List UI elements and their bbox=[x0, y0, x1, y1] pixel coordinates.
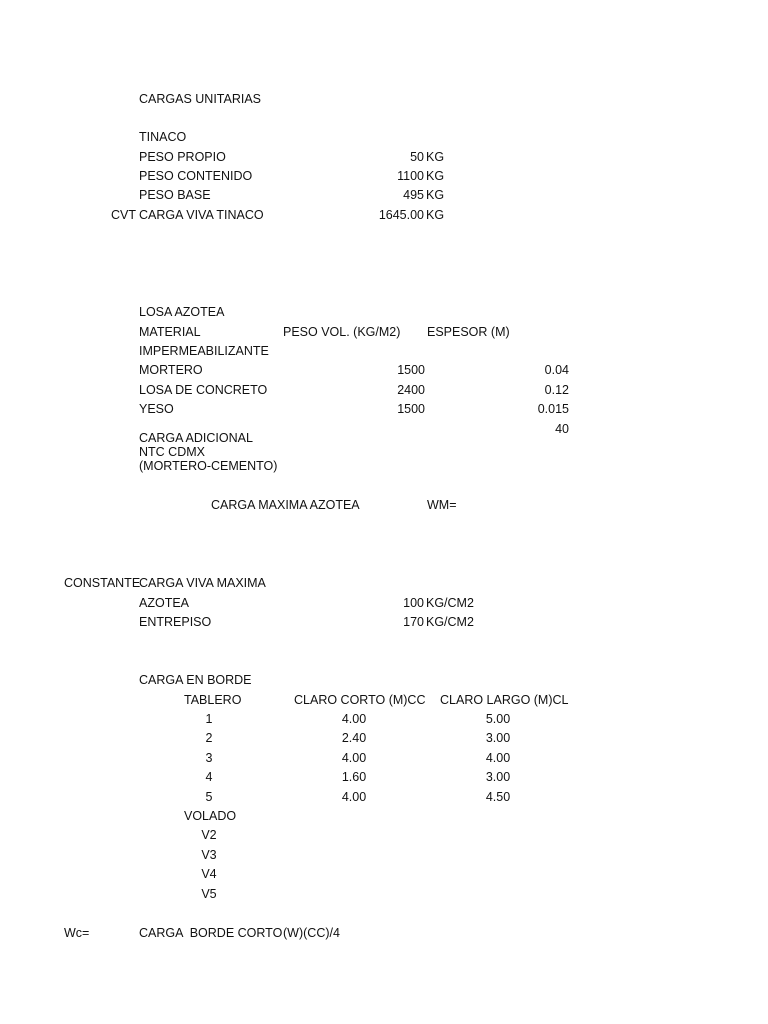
tinaco-label: TINACO bbox=[139, 130, 187, 144]
peso-base-label: PESO BASE bbox=[139, 188, 211, 202]
cvt-prefix: CVT bbox=[111, 208, 136, 222]
yeso-peso-vol: 1500 bbox=[397, 402, 425, 416]
volado-item: V3 bbox=[201, 848, 217, 862]
impermeabilizante-label: IMPERMEABILIZANTE bbox=[139, 344, 269, 358]
losa-concreto-espesor: 0.12 bbox=[544, 383, 569, 397]
volado-item: V2 bbox=[201, 828, 217, 842]
tablero-cell: 2 bbox=[205, 731, 213, 745]
espesor-header: ESPESOR (M) bbox=[427, 325, 510, 339]
peso-contenido-label: PESO CONTENIDO bbox=[139, 169, 253, 183]
volado-item: V4 bbox=[201, 867, 217, 881]
carga-adicional-label: CARGA ADICIONAL NTC CDMX (MORTERO-CEMENTO) bbox=[139, 431, 278, 473]
claro-corto-cell: 4.00 bbox=[341, 712, 367, 726]
carga-en-borde-title: CARGA EN BORDE bbox=[139, 673, 252, 687]
azotea-label: AZOTEA bbox=[139, 596, 190, 610]
entrepiso-label: ENTREPISO bbox=[139, 615, 212, 629]
carga-viva-tinaco-label: CARGA VIVA TINACO bbox=[139, 208, 264, 222]
tablero-cell: 3 bbox=[205, 751, 213, 765]
losa-azotea-title: LOSA AZOTEA bbox=[139, 305, 225, 319]
material-header: MATERIAL bbox=[139, 325, 201, 339]
losa-concreto-label: LOSA DE CONCRETO bbox=[139, 383, 268, 397]
claro-largo-cell: 4.50 bbox=[485, 790, 511, 804]
tablero-header: TABLERO bbox=[184, 693, 242, 707]
volado-label: VOLADO bbox=[184, 809, 237, 823]
carga-viva-maxima-title: CARGA VIVA MAXIMA bbox=[139, 576, 266, 590]
carga-borde-corto-label: CARGA BORDE CORTO bbox=[139, 926, 283, 940]
claro-largo-cell: 5.00 bbox=[485, 712, 511, 726]
constante-prefix: CONSTANTE bbox=[64, 576, 141, 590]
claro-corto-cell: 1.60 bbox=[341, 770, 367, 784]
claro-largo-cell: 3.00 bbox=[485, 731, 511, 745]
yeso-espesor: 0.015 bbox=[537, 402, 569, 416]
wm-symbol: WM= bbox=[427, 498, 457, 512]
peso-propio-value: 50 bbox=[410, 150, 424, 164]
azotea-value: 100 bbox=[403, 596, 424, 610]
azotea-unit: KG/CM2 bbox=[426, 596, 474, 610]
claro-largo-cell: 3.00 bbox=[485, 770, 511, 784]
mortero-label: MORTERO bbox=[139, 363, 203, 377]
entrepiso-unit: KG/CM2 bbox=[426, 615, 474, 629]
mortero-espesor: 0.04 bbox=[544, 363, 569, 377]
tablero-cell: 4 bbox=[205, 770, 213, 784]
carga-viva-tinaco-value: 1645.00 bbox=[378, 208, 424, 222]
carga-viva-tinaco-unit: KG bbox=[426, 208, 445, 222]
peso-vol-header: PESO VOL. (KG/M2) bbox=[283, 325, 401, 339]
peso-base-value: 495 bbox=[403, 188, 424, 202]
wc-symbol: Wc= bbox=[64, 926, 90, 940]
carga-maxima-azotea-label: CARGA MAXIMA AZOTEA bbox=[211, 498, 360, 512]
peso-contenido-unit: KG bbox=[426, 169, 445, 183]
peso-propio-unit: KG bbox=[426, 150, 445, 164]
yeso-label: YESO bbox=[139, 402, 174, 416]
peso-contenido-value: 1100 bbox=[397, 169, 424, 183]
claro-corto-cell: 2.40 bbox=[341, 731, 367, 745]
carga-adicional-value: 40 bbox=[555, 422, 569, 436]
cargas-unitarias-title: CARGAS UNITARIAS bbox=[139, 92, 262, 106]
formula-expression: (W)(CC)/4 bbox=[283, 926, 340, 940]
claro-largo-header: CLARO LARGO (M)CL bbox=[440, 693, 569, 707]
losa-concreto-peso-vol: 2400 bbox=[397, 383, 425, 397]
tablero-cell: 5 bbox=[205, 790, 213, 804]
volado-item: V5 bbox=[201, 887, 217, 901]
peso-base-unit: KG bbox=[426, 188, 445, 202]
claro-corto-cell: 4.00 bbox=[341, 751, 367, 765]
claro-corto-cell: 4.00 bbox=[341, 790, 367, 804]
claro-corto-header: CLARO CORTO (M)CC bbox=[294, 693, 426, 707]
mortero-peso-vol: 1500 bbox=[397, 363, 425, 377]
claro-largo-cell: 4.00 bbox=[485, 751, 511, 765]
peso-propio-label: PESO PROPIO bbox=[139, 150, 226, 164]
entrepiso-value: 170 bbox=[403, 615, 424, 629]
tablero-cell: 1 bbox=[205, 712, 213, 726]
